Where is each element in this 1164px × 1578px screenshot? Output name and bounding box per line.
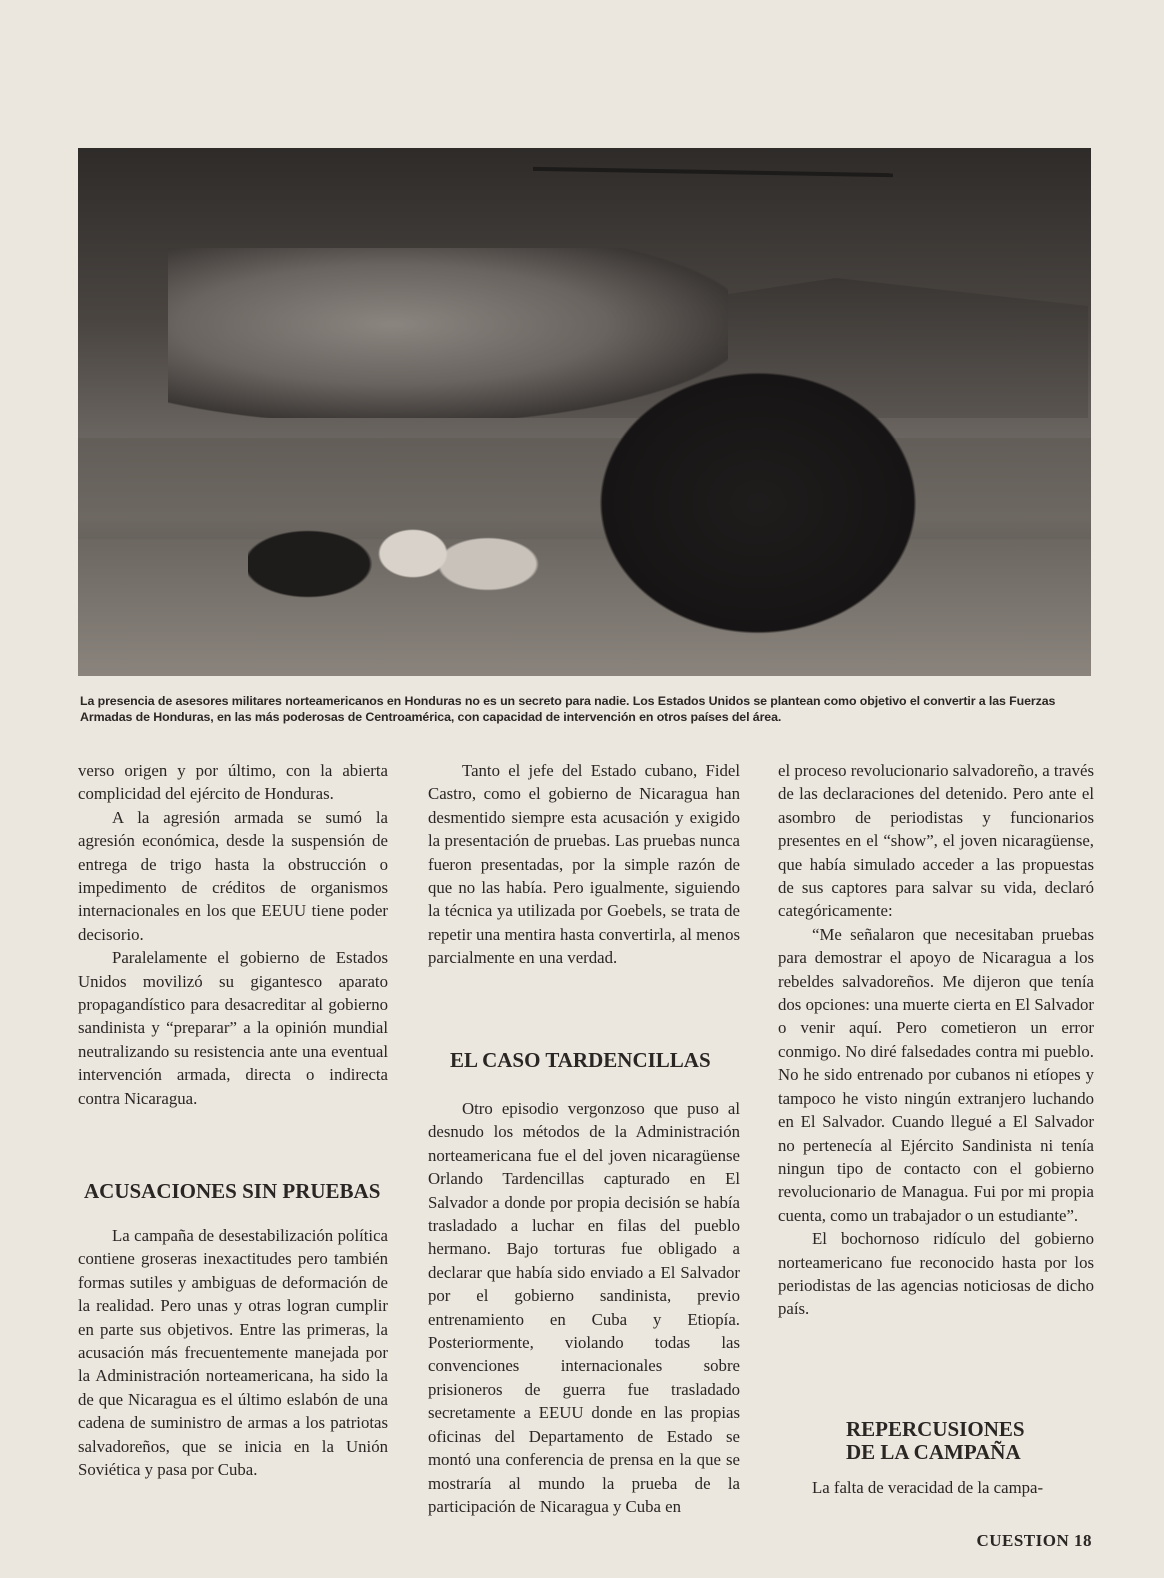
section-heading: EL CASO TARDENCILLAS: [450, 1048, 711, 1072]
page-number: 18: [1074, 1531, 1092, 1550]
photo-people: [248, 438, 548, 648]
paragraph: Otro episodio vergonzoso que puso al desnudo los métodos de la Administración norteamericana fue el del joven nicaragüense Orlando Tardencillas capturado en El Salvador a donde por propia decisión se había trasladado a luchar en filas del pueblo hermano. Bajo torturas fue obligado a declarar que había sido enviado a El Salvador por el gobierno sandinista, previo entrenamiento en Cuba y Etiopía. Posteriormente, violando todas las convenciones internacionales sobre prisioneros de guerra fue trasladado secretamente a EEUU donde en las propias oficinas del Departamento de Estado se montó una conferencia de prensa en la que se mostraría al mundo la prueba de la participación de Nicaragua y Cuba en: [428, 1099, 740, 1516]
page-footer: [976, 1531, 1092, 1551]
heading-line: DE LA CAMPAÑA: [846, 1440, 1021, 1464]
paragraph: Paralelamente el gobierno de Estados Unidos movilizó su gigantesco aparato propagandístico para desacreditar al gobierno sandinista y “preparar” a la opinión mundial neutralizando su resistencia ante una eventual intervención armada, directa o indirecta contra Nicaragua.: [78, 948, 388, 1108]
quote-paragraph: “Me señalaron que necesitaban pruebas para demostrar el apoyo de Nicaragua a los rebeldes salvadoreños. Me dijeron que tenía dos opciones: una muerte cierta en El Salvador o venir aquí. Pero cometieron un error conmigo. No diré falsedades contra mi pueblo. No he sido entrenado por cubanos ni etíopes y tampoco he visto ningún extranjero luchando en El Salvador. Cuando llegué a El Salvador no pertenecía al Ejército Sandinista ni tenía ningun tipo de contacto con el gobierno revolucionario de Managua. Fui por mi propia cuenta, como un trabajador o un estudiante”.: [778, 924, 1094, 1225]
paragraph: Tanto el jefe del Estado cubano, Fidel Castro, como el gobierno de Nicaragua han desmentido siempre esta acusación y exigido la presentación de pruebas. Las pruebas nunca fueron presentadas, por la simple razón de que no las había. Pero igualmente, siguiendo la técnica ya utilizada por Goebels, se trata de repetir una mentira hasta convertirla, al menos parcialmente en una verdad.: [428, 761, 740, 968]
photo-caption: La presencia de asesores militares norteamericanos en Honduras no es un secreto para nadie. Los Estados Unidos se plantean como objetivo el convertir a las Fuerzas Armadas de Honduras, en las más poderosas de Centroamérica, con capacidad de intervención en otros países del área.: [80, 694, 1056, 724]
column-1-top: [78, 759, 388, 1110]
column-2-top: [428, 759, 740, 970]
photo-helicopter: [558, 368, 958, 668]
photo-helicopter-and-plane: [78, 148, 1091, 676]
column-3-top: [778, 759, 1094, 1321]
section-heading: ACUSACIONES SIN PRUEBAS: [84, 1179, 381, 1203]
paragraph: La falta de veracidad de la campa-: [812, 1478, 1044, 1497]
paragraph: La campaña de desestabilización política contiene groseras inexactitudes pero también formas sutiles y ambiguas de deformación de la realidad. Pero unas y otras logran cumplir en parte sus objetivos. Entre las primeras, la acusación más frecuentemente manejada por la Administración norteamericana, ha sido la de que Nicaragua es el último eslabón de una cadena de suministro de armas a los patriotas salvadoreños, que se inicia en la Unión Soviética y pasa por Cuba.: [78, 1226, 388, 1480]
paragraph: verso origen y por último, con la abierta complicidad del ejército de Honduras.: [78, 761, 388, 804]
paragraph: El bochornoso ridículo del gobierno norteamericano fue reconocido hasta por los periodistas de las agencias noticiosas de dicho país.: [778, 1229, 1094, 1319]
paragraph: el proceso revolucionario salvadoreño, a través de las declaraciones del detenido. Pero ante el asombro de periodistas y funcionarios presentes en el “show”, el joven nicaragüense, que había simulado acceder a las propuestas de sus captores para salvar su vida, declaró categóricamente:: [778, 761, 1094, 921]
paragraph: A la agresión armada se sumó la agresión económica, desde la suspensión de entrega de trigo hasta la obstrucción o impedimento de créditos de organismos internacionales en los que EEUU tiene poder decisorio.: [78, 807, 388, 944]
column-2-bottom: [428, 1097, 740, 1518]
column-1-bottom: [78, 1224, 388, 1481]
magazine-name: CUESTION: [976, 1531, 1070, 1550]
column-3-bottom: [778, 1476, 1094, 1499]
section-heading: [846, 1418, 1025, 1464]
heading-line: REPERCUSIONES: [846, 1417, 1025, 1441]
